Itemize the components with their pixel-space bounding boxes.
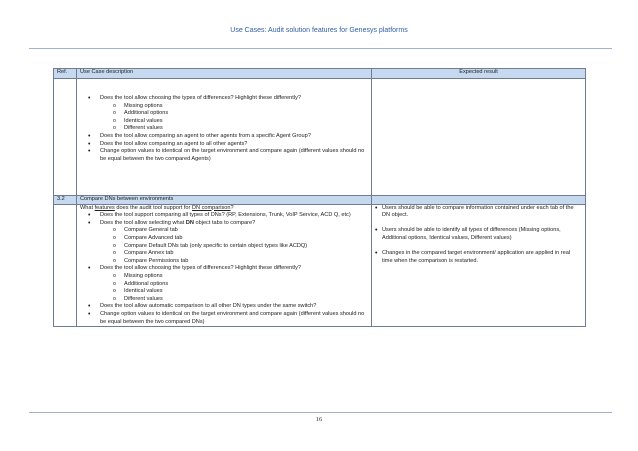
- table-row: [54, 196, 586, 205]
- header-rule: [29, 48, 612, 49]
- intro-text: What: [80, 204, 95, 211]
- ref-cell: [54, 204, 77, 327]
- bullet-list: [80, 95, 368, 163]
- list-item: • Change option values to identical on the target environment and compare again (different values should no be equal between the two compared DNs): [80, 311, 368, 326]
- expected-column-header: Expected result: [372, 69, 586, 79]
- list-item: • Does the tool allow comparing an agent to all other agents?: [80, 141, 368, 149]
- intro-question: [80, 205, 368, 213]
- use-case-table: [53, 68, 586, 327]
- intro-text: does the audit tool support for: [114, 204, 192, 211]
- list-item-text: Does the tool allow selecting what: [100, 219, 186, 226]
- table-row: [54, 204, 586, 327]
- description-column-header: Use Case description: [77, 69, 372, 79]
- list-item: • Does the tool allow automatic comparison to all other DN types under the same switch?: [80, 303, 368, 311]
- features-link[interactable]: features: [94, 204, 115, 211]
- expected-item: • Users should be able to identify all types of differences (Missing options, Additional options, Identical values, Different values): [375, 227, 582, 242]
- sub-list-item: o Identical values: [80, 288, 368, 296]
- list-item-text: Does the tool allow choosing the types of differences? Highlight these differently?: [100, 95, 301, 101]
- table-header-row: [54, 69, 586, 79]
- ref-cell: [54, 79, 77, 196]
- expected-item: • Changes in the compared target environment/ application are applied in real time when the comparison is restarted.: [375, 250, 582, 265]
- list-item: • Does the tool allow comparing an agent to other agents from a specific Agent Group?: [80, 133, 368, 141]
- list-item: • Does the tool support comparing all types of DNs? (RP, Extensions, Trunk, VoIP Service, ACD Q, etc): [80, 212, 368, 220]
- description-cell: [77, 79, 372, 196]
- footer-rule: [29, 412, 612, 413]
- ref-cell: 3.2: [54, 196, 77, 205]
- dn-bold-text: DN: [185, 219, 194, 226]
- list-item: • Does the tool allow choosing the types of differences? Highlight these differently?: [80, 265, 368, 273]
- sub-list-item: o Compare Permissions tab: [80, 258, 368, 266]
- sub-list-item: o Compare Annex tab: [80, 250, 368, 258]
- page-number: 16: [315, 416, 323, 423]
- use-case-title: Compare DNs between environments: [77, 196, 372, 205]
- sub-list-item: o Compare General tab: [80, 227, 368, 235]
- table-row: [54, 79, 586, 196]
- expected-cell: [372, 204, 586, 327]
- sub-list-item: o Different values: [80, 296, 368, 304]
- sub-list-item: o Compare Default DNs tab (only specific to certain object types like ACDQ): [80, 243, 368, 251]
- list-item: [80, 220, 368, 228]
- list-item: [80, 95, 368, 103]
- bullet-list: [80, 212, 368, 326]
- list-item: • Change option values to identical on the target environment and compare again (different values should no be equal between the two compared Agents): [80, 148, 368, 163]
- sub-list-item: o Additional options: [80, 281, 368, 289]
- ref-column-header: Ref.: [54, 69, 77, 79]
- sub-list-item: o Missing options: [80, 273, 368, 281]
- dn-comparison-link[interactable]: DN comparison: [191, 204, 231, 211]
- expected-cell: [372, 196, 586, 205]
- expected-cell: [372, 79, 586, 196]
- expected-item: • Users should be able to compare information contained under each tab of the DN object.: [375, 205, 582, 220]
- sub-list-item: o Different values: [80, 125, 368, 133]
- list-item-text: object tabs to compare?: [193, 219, 256, 226]
- sub-list-item: o Identical values: [80, 118, 368, 126]
- page-header: Use Cases: Audit solution features for Genesys platforms: [230, 27, 408, 34]
- sub-list-item: o Additional options: [80, 110, 368, 118]
- intro-text: ?: [230, 204, 234, 211]
- description-cell: [77, 204, 372, 327]
- sub-list-item: o Missing options: [80, 103, 368, 111]
- sub-list-item: o Compare Advanced tab: [80, 235, 368, 243]
